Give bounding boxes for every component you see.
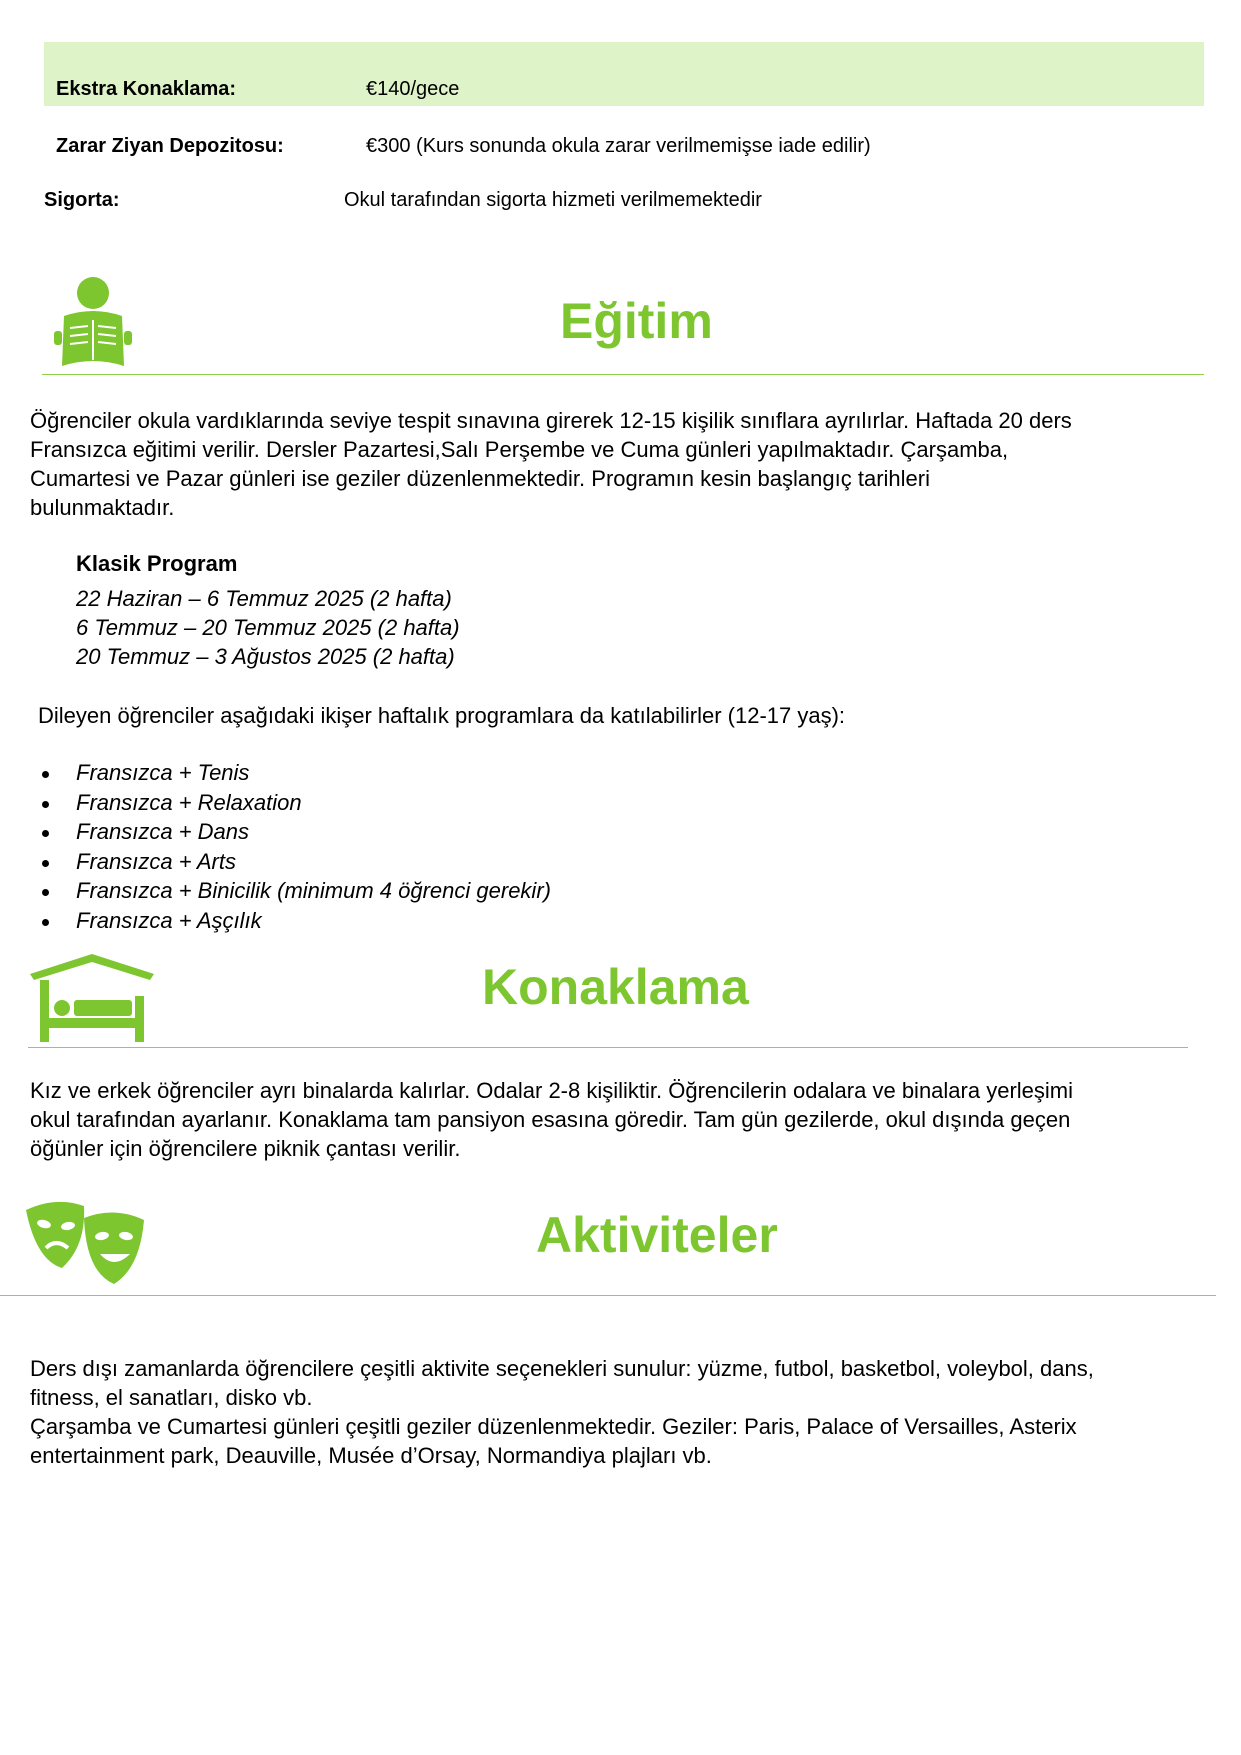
bullet-icon [42, 919, 49, 926]
damage-deposit-label: Zarar Ziyan Depozitosu: [56, 135, 284, 157]
extra-accommodation-value: €140/gece [366, 78, 460, 100]
education-line: Fransızca eğitimi verilir. Dersler Pazartesi,Salı Perşembe ve Cuma günleri yapılmaktadır. Çarşamba, [30, 437, 1009, 462]
accommodation-paragraph [30, 1076, 1220, 1163]
education-line: bulunmaktadır. [30, 495, 175, 520]
theater-masks-icon [22, 1196, 148, 1286]
activities-line: fitness, el sanatları, disko vb. [30, 1385, 313, 1410]
bullet-icon [42, 860, 49, 867]
activities-divider [0, 1295, 1216, 1296]
insurance-value: Okul tarafından sigorta hizmeti verilmemektedir [344, 189, 762, 211]
activities-line: Çarşamba ve Cumartesi günleri çeşitli geziler düzenlenmektedir. Geziler: Paris, Palace of Versailles, Asterix [30, 1414, 1077, 1439]
education-paragraph [30, 406, 1220, 522]
accommodation-line: öğünler için öğrencilere piknik çantası verilir. [30, 1136, 461, 1161]
program-date: 6 Temmuz – 20 Temmuz 2025 (2 hafta) [76, 615, 460, 640]
optional-programs-list [76, 760, 551, 937]
damage-deposit-value: €300 (Kurs sonunda okula zarar verilmemişse iade edilir) [366, 135, 871, 157]
program-date: 22 Haziran – 6 Temmuz 2025 (2 hafta) [76, 586, 452, 611]
list-item: Fransızca + Arts [76, 849, 551, 879]
optional-programs-intro: Dileyen öğrenciler aşağıdaki ikişer haftalık programlara da katılabilirler (12-17 yaş): [38, 703, 846, 728]
activities-paragraph [30, 1354, 1230, 1470]
accommodation-heading: Konaklama [482, 959, 749, 1015]
insurance-label: Sigorta: [44, 189, 120, 211]
bed-house-icon [28, 952, 156, 1044]
education-line: Öğrenciler okula vardıklarında seviye tespit sınavına girerek 12-15 kişilik sınıflara ayrılırlar. Haftada 20 ders [30, 408, 1072, 433]
activities-line: Ders dışı zamanlarda öğrencilere çeşitli aktivite seçenekleri sunulur: yüzme, futbol, basketbol, voleybol, dans, [30, 1356, 1094, 1381]
bullet-icon [42, 771, 49, 778]
education-line: Cumartesi ve Pazar günleri ise geziler düzenlenmektedir. Programın kesin başlangıç tarihleri [30, 466, 930, 491]
list-item: Fransızca + Tenis [76, 760, 551, 790]
extra-accommodation-label: Ekstra Konaklama: [56, 78, 237, 100]
program-title: Klasik Program [76, 551, 238, 576]
activities-line: entertainment park, Deauville, Musée d’Orsay, Normandiya plajları vb. [30, 1443, 712, 1468]
reading-person-icon [54, 276, 132, 368]
list-item: Fransızca + Aşçılık [76, 908, 551, 938]
program-dates [76, 584, 460, 671]
program-date: 20 Temmuz – 3 Ağustos 2025 (2 hafta) [76, 644, 455, 669]
list-item: Fransızca + Relaxation [76, 790, 551, 820]
accommodation-line: Kız ve erkek öğrenciler ayrı binalarda kalırlar. Odalar 2-8 kişiliktir. Öğrencilerin odalara ve binalara yerleşimi [30, 1078, 1073, 1103]
list-item: Fransızca + Dans [76, 819, 551, 849]
accommodation-line: okul tarafından ayarlanır. Konaklama tam pansiyon esasına göredir. Tam gün gezilerde, okul dışında geçen [30, 1107, 1071, 1132]
education-divider [42, 374, 1204, 375]
activities-heading: Aktiviteler [536, 1207, 778, 1263]
education-heading: Eğitim [560, 293, 713, 349]
bullet-icon [42, 830, 49, 837]
bullet-icon [42, 889, 49, 896]
accommodation-divider [28, 1047, 1188, 1048]
bullet-icon [42, 801, 49, 808]
list-item: Fransızca + Binicilik (minimum 4 öğrenci gerekir) [76, 878, 551, 908]
